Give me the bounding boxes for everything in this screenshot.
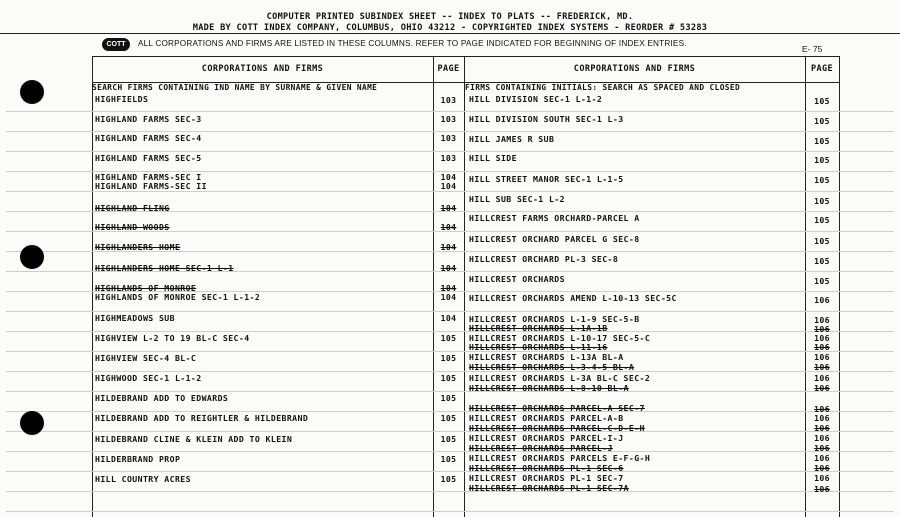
list-item: HILLCREST FARMS ORCHARD-PARCEL A [469,213,640,223]
page-number: 103 [440,114,457,124]
list-item: HILLCREST ORCHARDS PARCEL-A-B [469,413,624,423]
page-number: 105 [814,136,830,146]
list-item: HILLCREST ORCHARDS L-3A BL-C SEC-2 [469,373,651,383]
rule [6,331,894,332]
page-number: 104 [440,172,457,182]
list-item: HIGHVIEW SEC-4 BL-C [95,353,197,363]
list-item: HILL DIVISION SOUTH SEC-1 L-3 [469,114,624,124]
list-item: HILLCREST ORCHARDS L-11-16 [469,342,608,352]
list-item: HILL SUB SEC-1 L-2 [469,194,565,204]
left-border [92,56,93,517]
list-item: HIGHMEADOWS SUB [95,313,175,323]
page-number: 106 [814,333,830,343]
list-item: HILLCREST ORCHARDS L-8-10 BL-A [469,383,629,393]
page-number: 104 [440,222,457,232]
page-number: 105 [814,96,830,106]
list-item: HILL STREET MANOR SEC-1 L-1-5 [469,174,624,184]
list-item: HIGHLAND FARMS SEC-5 [95,153,202,163]
page-number: 105 [440,474,457,484]
page-number: 105 [814,236,830,246]
page-number: 104 [440,283,457,293]
rule [6,471,894,472]
page-number: 105 [440,353,457,363]
page-number: 104 [440,292,457,302]
page-number: 105 [440,434,457,444]
page-number: 106 [814,484,830,494]
page-number: 106 [814,413,830,423]
right-subtitle: FIRMS CONTAINING INITIALS: SEARCH AS SPACED AND CLOSED [465,83,741,92]
list-item: HILDEBRAND CLINE & KLEIN ADD TO KLEIN [95,434,293,444]
list-item: HIGHLAND FARMS SEC-4 [95,133,202,143]
list-item: HIGHFIELDS [95,94,149,104]
page-number: 106 [814,295,830,305]
rule [6,131,894,132]
page-number: 105 [440,393,457,403]
list-item: HILLCREST ORCHARDS L-1-9 SEC-5-B [469,314,640,324]
page-number: 106 [814,373,830,383]
right-column-title: CORPORATIONS AND FIRMS [573,64,696,74]
page-number: 104 [440,313,457,323]
rule [6,431,894,432]
page-number: 106 [814,362,830,372]
page-number: 106 [814,404,830,414]
list-item: HILL JAMES R SUB [469,134,555,144]
rule [6,311,894,312]
list-item: HILLCREST ORCHARDS PARCEL-I-J [469,433,624,443]
list-item: HILLCREST ORCHARDS [469,274,565,284]
rule [6,151,894,152]
page-number: 106 [814,453,830,463]
page-number: 104 [440,242,457,252]
punch-hole [20,411,44,435]
list-item: HILLCREST ORCHARDS PARCEL-C-D-E-H [469,423,645,433]
table-top-rule [92,56,840,57]
list-item: HILLCREST ORCHARDS L-13A BL-A [469,352,624,362]
rule [6,351,894,352]
page-number: 103 [440,153,457,163]
page-number: 103 [440,133,457,143]
left-column-title: CORPORATIONS AND FIRMS [201,64,324,74]
page-number: 104 [440,181,457,191]
list-item: HILLCREST ORCHARDS AMEND L-10-13 SEC-5C [469,293,677,303]
list-item: HILL COUNTRY ACRES [95,474,191,484]
page-number: 105 [440,413,457,423]
list-item: HIGHLANDERS HOME [95,242,181,252]
rule [6,371,894,372]
page-number: 104 [440,263,457,273]
list-item: HIGHLAND FARMS-SEC I [95,172,202,182]
list-item: HILLCREST ORCHARDS PL-1 SEC-7 [469,473,624,483]
page-number: 105 [814,155,830,165]
page-number: 106 [814,342,830,352]
left-page-title: PAGE [437,64,460,74]
rule [6,391,894,392]
list-item: HILL SIDE [469,153,517,163]
page-number: 106 [814,473,830,483]
rule [6,111,894,112]
header-rule [0,33,900,34]
rule [6,451,894,452]
list-item: HIGHWOOD SEC-1 L-1-2 [95,373,202,383]
sheet-number: E- 75 [802,44,823,54]
list-item: HILL DIVISION SEC-1 L-1-2 [469,94,603,104]
instruction-note: ALL CORPORATIONS AND FIRMS ARE LISTED IN THESE COLUMNS. REFER TO PAGE INDICATED FOR BEGINNING OF INDEX ENTRIES. [138,39,687,48]
page-number: 105 [814,116,830,126]
header-line-2: MADE BY COTT INDEX COMPANY, COLUMBUS, OHIO 43212 - COPYRIGHTED INDEX SYSTEMS - REORDER # 53283 [192,23,708,33]
page-number: 106 [814,383,830,393]
page-number: 106 [814,315,830,325]
list-item: HILLCREST ORCHARD PL-3 SEC-8 [469,254,619,264]
punch-hole [20,245,44,269]
page-number: 105 [814,276,830,286]
list-item: HILDEBRAND ADD TO EDWARDS [95,393,229,403]
list-item: HILLCREST ORCHARDS PARCEL-J [469,443,613,453]
list-item: HILLCREST ORCHARDS L-10-17 SEC-5-C [469,333,651,343]
list-item: HIGHLAND FARMS-SEC II [95,181,207,191]
list-item: HILLCREST ORCHARDS PARCEL-A SEC-7 [469,403,645,413]
rule [6,191,894,192]
rule [6,411,894,412]
page-number: 106 [814,423,830,433]
right-border [839,56,840,517]
page-number: 105 [440,454,457,464]
page-number: 106 [814,433,830,443]
rule [6,491,894,492]
page-number: 105 [814,175,830,185]
punch-hole [20,80,44,104]
list-item: HIGHLAND WOODS [95,222,170,232]
list-item: HILLCREST ORCHARDS L-1A-1B [469,323,608,333]
rule [6,511,894,512]
page-number: 106 [814,324,830,334]
page-number: 105 [814,256,830,266]
page-number: 104 [440,203,457,213]
list-item: HIGHLAND FLING [95,203,170,213]
list-item: HIGHLAND FARMS SEC-3 [95,114,202,124]
list-item: HILLCREST ORCHARDS L-3-4-5 BL-A [469,362,635,372]
list-item: HILLCREST ORCHARDS PL-1 SEC-7A [469,483,629,493]
left-subtitle: SEARCH FIRMS CONTAINING IND NAME BY SURNAME & GIVEN NAME [92,83,378,92]
list-item: HIGHVIEW L-2 TO 19 BL-C SEC-4 [95,333,250,343]
page-number: 106 [814,463,830,473]
header-line-1: COMPUTER PRINTED SUBINDEX SHEET -- INDEX TO PLATS -- FREDERICK, MD. [266,12,634,22]
list-item: HILLCREST ORCHARDS PARCELS E-F-G-H [469,453,651,463]
list-item: HILLCREST ORCHARDS PL-1 SEC-6 [469,463,624,473]
cott-logo: COTT [102,38,130,51]
right-page-title: PAGE [810,64,834,74]
list-item: HIGHLANDS OF MONROE SEC-1 L-1-2 [95,292,261,302]
list-item: HIGHLANDS OF MONROE [95,283,197,293]
list-item: HIGHLANDERS HOME SEC-1 L-1 [95,263,234,273]
page-number: 105 [440,373,457,383]
list-item: HILLCREST ORCHARD PARCEL G SEC-8 [469,234,640,244]
list-item: HILDEBRAND ADD TO REIGHTLER & HILDEBRAND [95,413,309,423]
page-number: 106 [814,352,830,362]
page-number: 106 [814,443,830,453]
page-number: 105 [440,333,457,343]
page-number: 105 [814,196,830,206]
page-number: 103 [440,95,457,105]
list-item: HILDERBRAND PROP [95,454,181,464]
page-number: 105 [814,215,830,225]
center-divider [464,56,465,517]
